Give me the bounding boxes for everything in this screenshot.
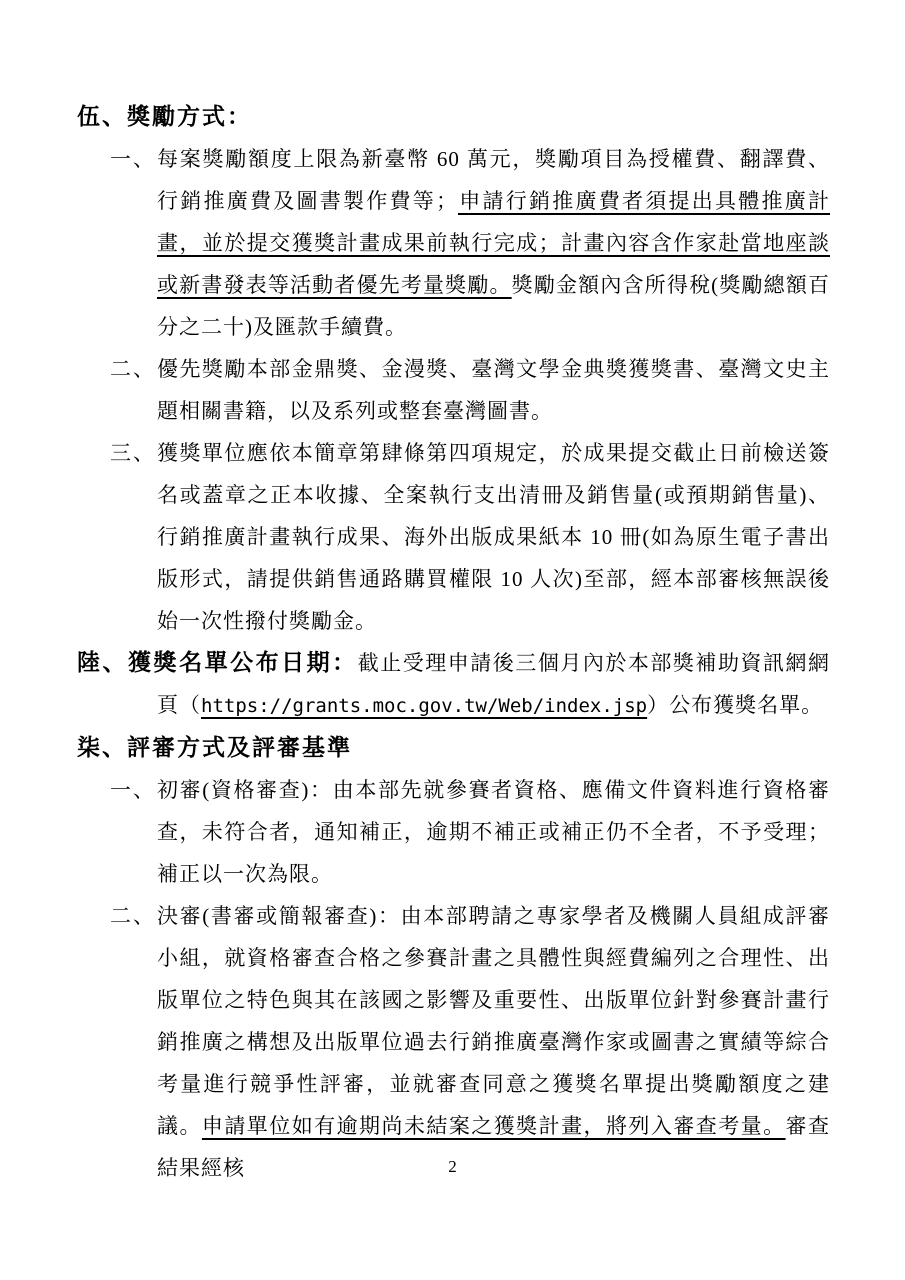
item-text — [157, 432, 830, 642]
item-number: 二、 — [110, 357, 156, 381]
text-segment: 獲獎單位應依本簡章第肆條第四項規定，於成果提交截止日前檢送簽名或蓋章之正本收據、全案執行支出清冊及銷售量(或預期銷售量)、行銷推廣計畫執行成果、海外出版成果紙本 10 冊(如為原生電子書出版形式，請提供銷售通路購買權限 10 人次)至部，經本部審核無誤後始一次性撥付獎勵金。 — [157, 441, 830, 633]
section-5-heading: 伍、獎勵方式： — [77, 104, 252, 129]
list-item-5-2 — [77, 348, 830, 432]
text-segment: 截止受理申請後三個月內於本部獎補助資訊網網頁（ — [157, 651, 831, 717]
item-number: 一、 — [110, 778, 156, 802]
item-text — [157, 138, 830, 348]
item-text — [157, 769, 830, 895]
section-reward-method — [77, 96, 830, 642]
announcement-paragraph — [77, 642, 830, 727]
grants-url-link[interactable]: https://grants.moc.gov.tw/Web/index.jsp — [201, 695, 648, 717]
text-segment: 決審(書審或簡報審查)：由本部聘請之專家學者及機關人員組成評審小組，就資格審查合格之參賽計畫之具體性與經費編列之合理性、出版單位之特色與其在該國之影響及重要性、出版單位針對參賽計畫行銷推廣之構想及出版單位過去行銷推廣臺灣作家或圖書之實績等綜合考量進行競爭性評審，並就審查同意之獲獎名單提出獎勵額度之建議。 — [157, 904, 830, 1138]
text-segment: 審查結果經核 — [157, 1114, 831, 1180]
underlined-text: 申請單位如有逾期尚未結案之獲獎計畫，將列入審查考量。 — [201, 1114, 786, 1138]
list-item-7-1 — [77, 769, 830, 895]
text-segment: 初審(資格審查)：由本部先就參賽者資格、應備文件資料進行資格審查，未符合者，通知補正，逾期不補正或補正仍不全者，不予受理；補正以一次為限。 — [157, 778, 830, 886]
underlined-text: 申請行銷推廣費者須提出具體推廣計畫，並於提交獲獎計畫成果前執行完成；計畫內容含作家赴當地座談或新書發表等活動者優先考量獎勵。 — [157, 189, 830, 297]
text-segment: ）公布獲獎名單。 — [647, 693, 824, 717]
list-item-5-1 — [77, 138, 830, 348]
item-number: 二、 — [110, 904, 156, 928]
section-7-heading: 柒、評審方式及評審基準 — [77, 735, 352, 760]
text-segment: 每案獎勵額度上限為新臺幣 60 萬元，獎勵項目為授權費、翻譯費、行銷推廣費及圖書製作費等； — [157, 147, 830, 213]
item-text — [157, 895, 830, 1189]
item-number: 一、 — [110, 147, 156, 171]
text-segment: 優先獎勵本部金鼎獎、金漫獎、臺灣文學金典獎獲獎書、臺灣文史主題相關書籍，以及系列或整套臺灣圖書。 — [157, 357, 830, 423]
list-item-5-3 — [77, 432, 830, 642]
section-6-heading: 陸、獲獎名單公布日期： — [77, 650, 358, 675]
list-item-7-2 — [77, 895, 830, 1189]
item-number: 三、 — [110, 441, 156, 465]
item-text — [157, 348, 830, 432]
text-segment: 獎勵金額內含所得稅(獎勵總額百分之二十)及匯款手續費。 — [157, 273, 830, 339]
section-review-method — [77, 727, 830, 1189]
page-number: 2 — [448, 1157, 457, 1176]
section-winner-announcement — [77, 642, 830, 727]
